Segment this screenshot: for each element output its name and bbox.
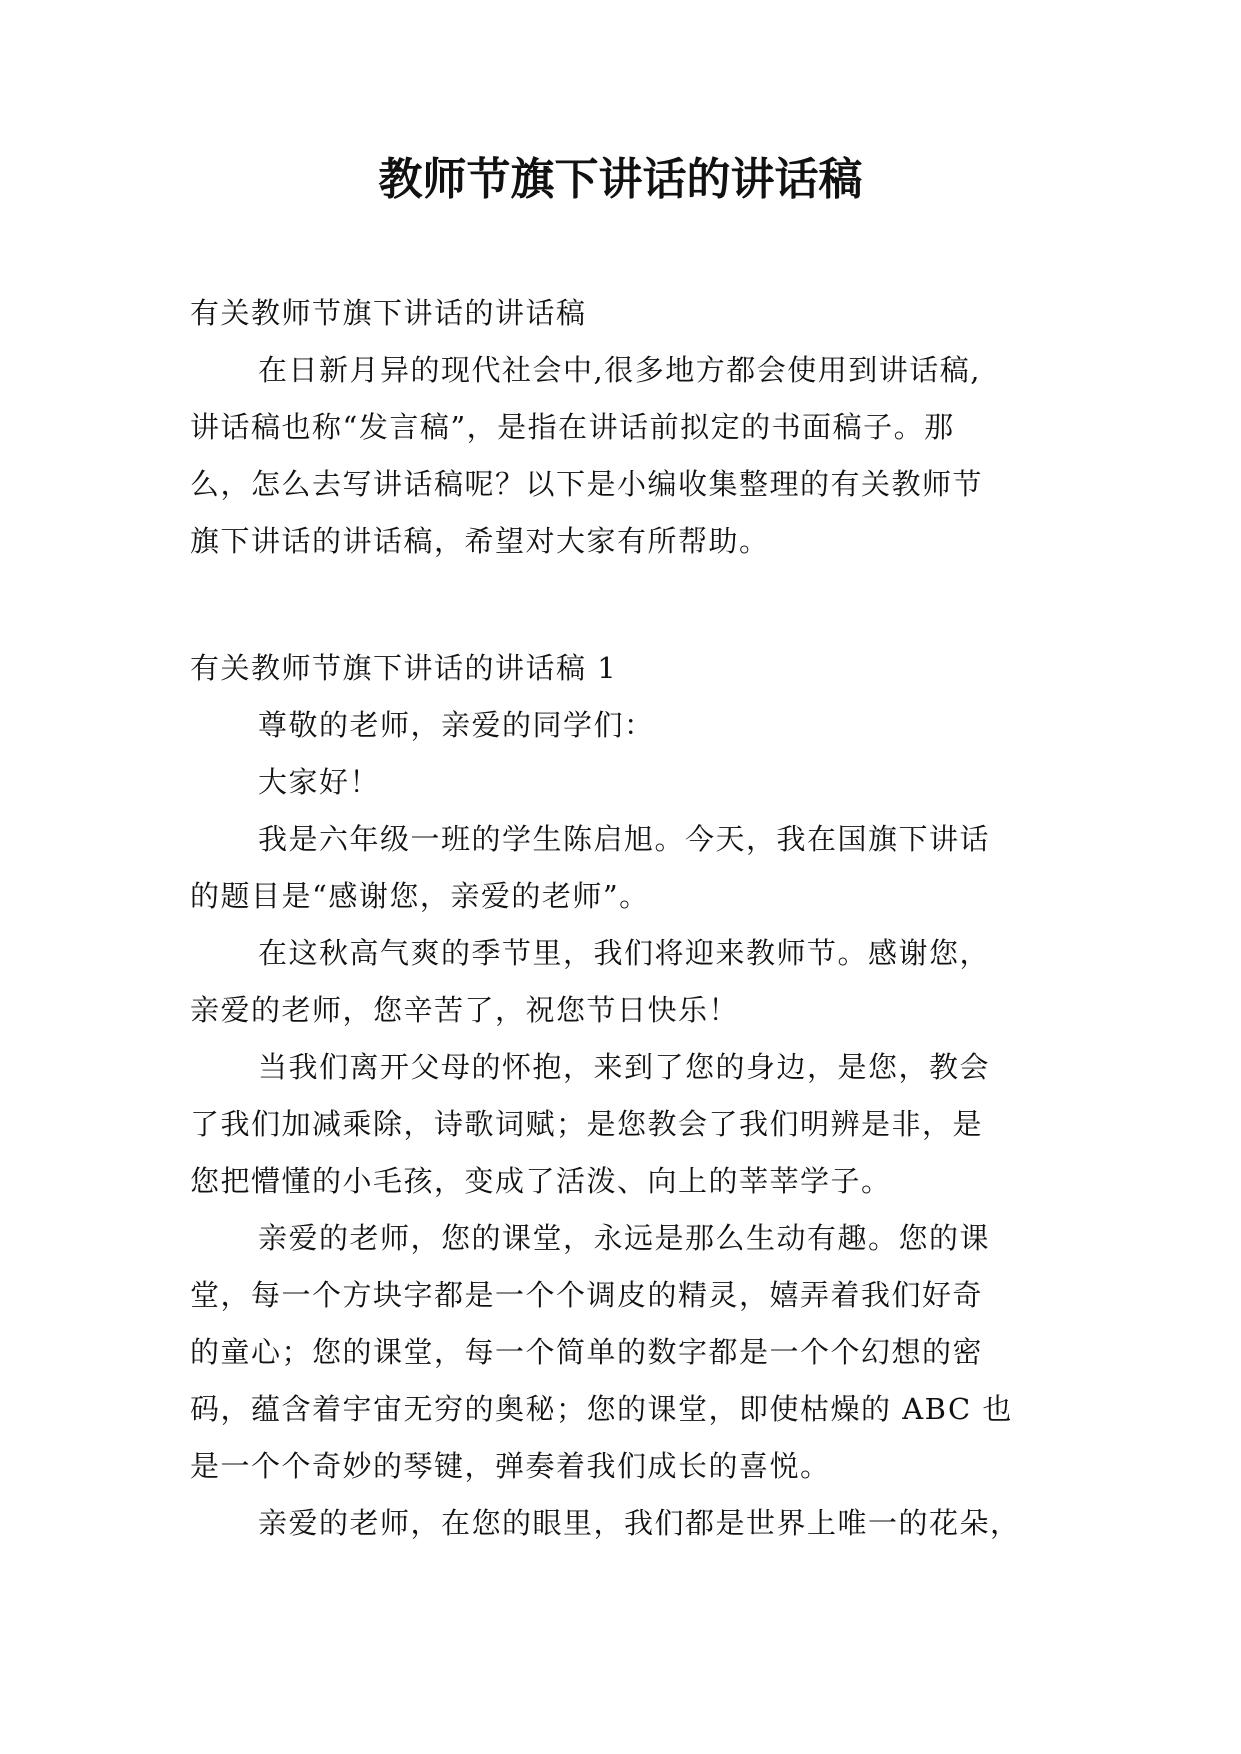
body-line: 堂，每一个方块字都是一个个调皮的精灵，嬉弄着我们好奇 xyxy=(190,1278,984,1312)
body-line: 当我们离开父母的怀抱，来到了您的身边，是您，教会 xyxy=(258,1050,991,1084)
subtitle: 有关教师节旗下讲话的讲话稿 xyxy=(190,296,587,330)
body-line: 我是六年级一班的学生陈启旭。今天，我在国旗下讲话 xyxy=(258,822,991,856)
body-line: 亲爱的老师，在您的眼里，我们都是世界上唯一的花朵， xyxy=(258,1506,1021,1540)
intro-line: 在日新月异的现代社会中,很多地方都会使用到讲话稿, xyxy=(258,353,981,387)
section-title: 有关教师节旗下讲话的讲话稿 1 xyxy=(190,651,618,685)
paragraph-gap xyxy=(190,570,1070,640)
body-line: 亲爱的老师，您的课堂，永远是那么生动有趣。您的课 xyxy=(258,1221,991,1255)
body-line: 您把懵懂的小毛孩，变成了活泼、向上的莘莘学子。 xyxy=(190,1164,892,1198)
body-line: 在这秋高气爽的季节里，我们将迎来教师节。感谢您， xyxy=(258,936,991,970)
body-line: 了我们加减乘除，诗歌词赋；是您教会了我们明辨是非，是 xyxy=(190,1107,984,1141)
body-line: 码，蕴含着宇宙无穷的奥秘；您的课堂，即使枯燥的 ABC 也 xyxy=(190,1392,1013,1426)
body-line: 的童心；您的课堂，每一个简单的数字都是一个个幻想的密 xyxy=(190,1335,984,1369)
document-body xyxy=(190,285,1070,1552)
body-line: 的题目是“感谢您，亲爱的老师”。 xyxy=(190,879,650,913)
body-line: 尊敬的老师，亲爱的同学们： xyxy=(258,708,655,742)
intro-line: 旗下讲话的讲话稿，希望对大家有所帮助。 xyxy=(190,524,770,558)
intro-line: 么，怎么去写讲话稿呢？以下是小编收集整理的有关教师节 xyxy=(190,467,984,501)
body-line: 大家好！ xyxy=(258,765,381,799)
body-line: 是一个个奇妙的琴键，弹奏着我们成长的喜悦。 xyxy=(190,1449,831,1483)
intro-line: 讲话稿也称“发言稿”，是指在讲话前拟定的书面稿子。那 xyxy=(190,410,955,444)
document-title: 教师节旗下讲话的讲话稿 xyxy=(378,154,863,205)
body-line: 亲爱的老师，您辛苦了，祝您节日快乐！ xyxy=(190,993,740,1027)
